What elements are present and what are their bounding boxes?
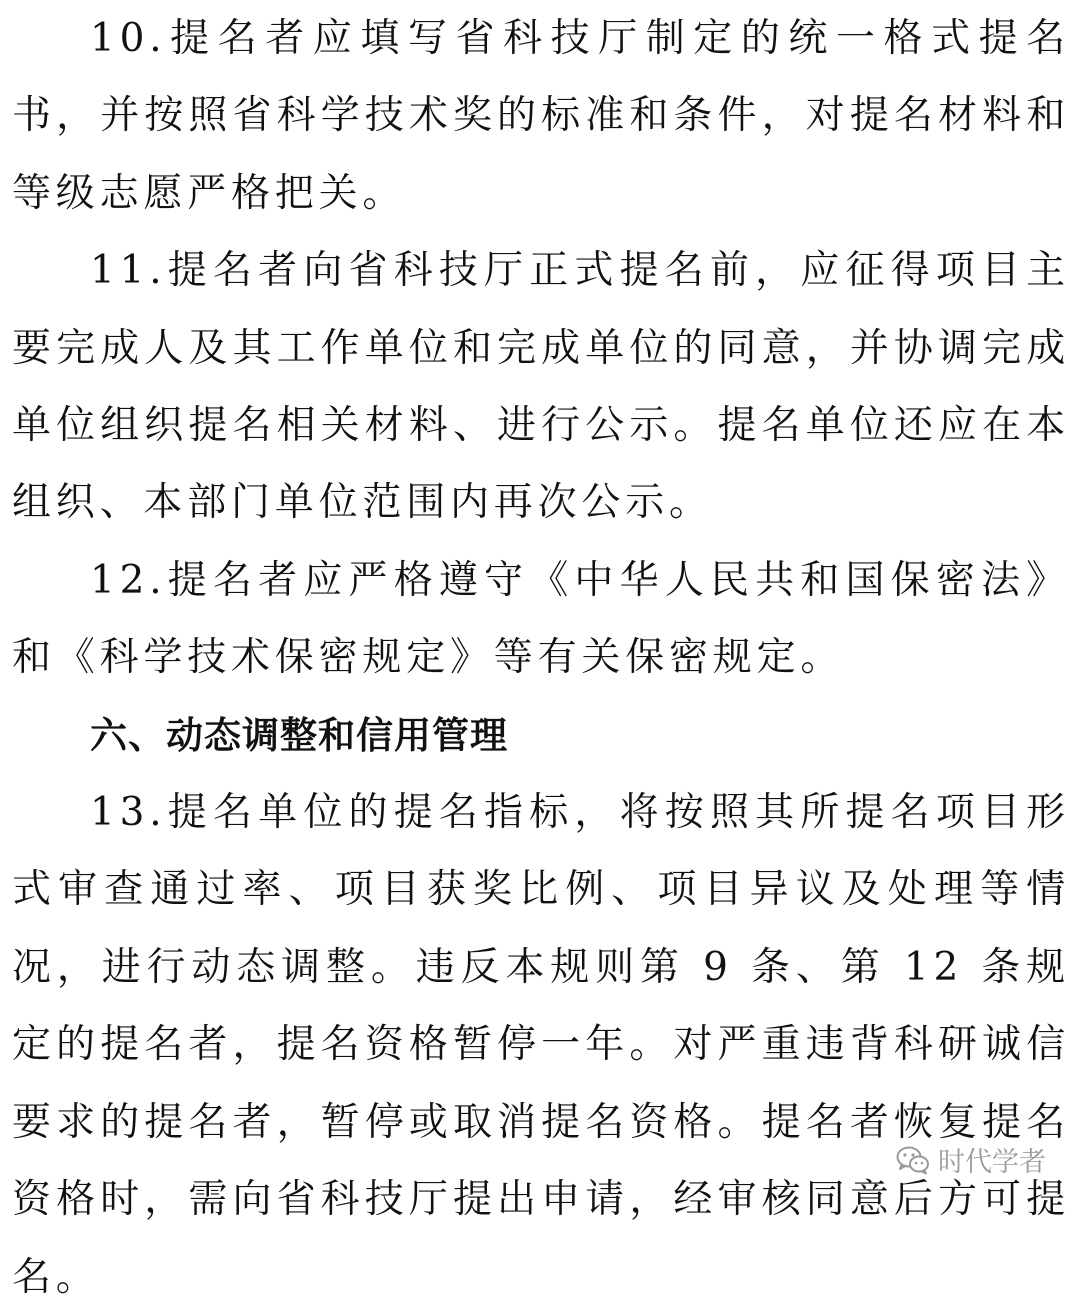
paragraph-10: 10.提名者应填写省科技厅制定的统一格式提名书，并按照省科学技术奖的标准和条件，对提名材料和等级志愿严格把关。	[12, 16, 1070, 216]
paragraph-11: 11.提名者向省科技厅正式提名前，应征得项目主要完成人及其工作单位和完成单位的同意，并协调完成单位组织提名相关材料、进行公示。提名单位还应在本组织、本部门单位范围内再次公示。	[12, 248, 1070, 526]
watermark	[896, 1140, 1046, 1179]
watermark-text: 时代学者	[938, 1147, 1046, 1178]
wechat-icon	[896, 1145, 930, 1175]
paragraph-13: 13.提名单位的提名指标，将按照其所提名项目形式审查通过率、项目获奖比例、项目异议及处理等情况，进行动态调整。违反本规则第 9 条、第 12 条规定的提名者，提名资格暂停一年。对严重违背科研诚信要求的提名者，暂停或取消提名资格。提名者恢复提名资格时，需向省科技厅提出申请，经审核同意后方可提名。	[12, 790, 1070, 1300]
paragraph-12: 12.提名者应严格遵守《中华人民共和国保密法》和《科学技术保密规定》等有关保密规定。	[12, 557, 1070, 681]
section-heading: 六、动态调整和信用管理	[90, 713, 508, 757]
